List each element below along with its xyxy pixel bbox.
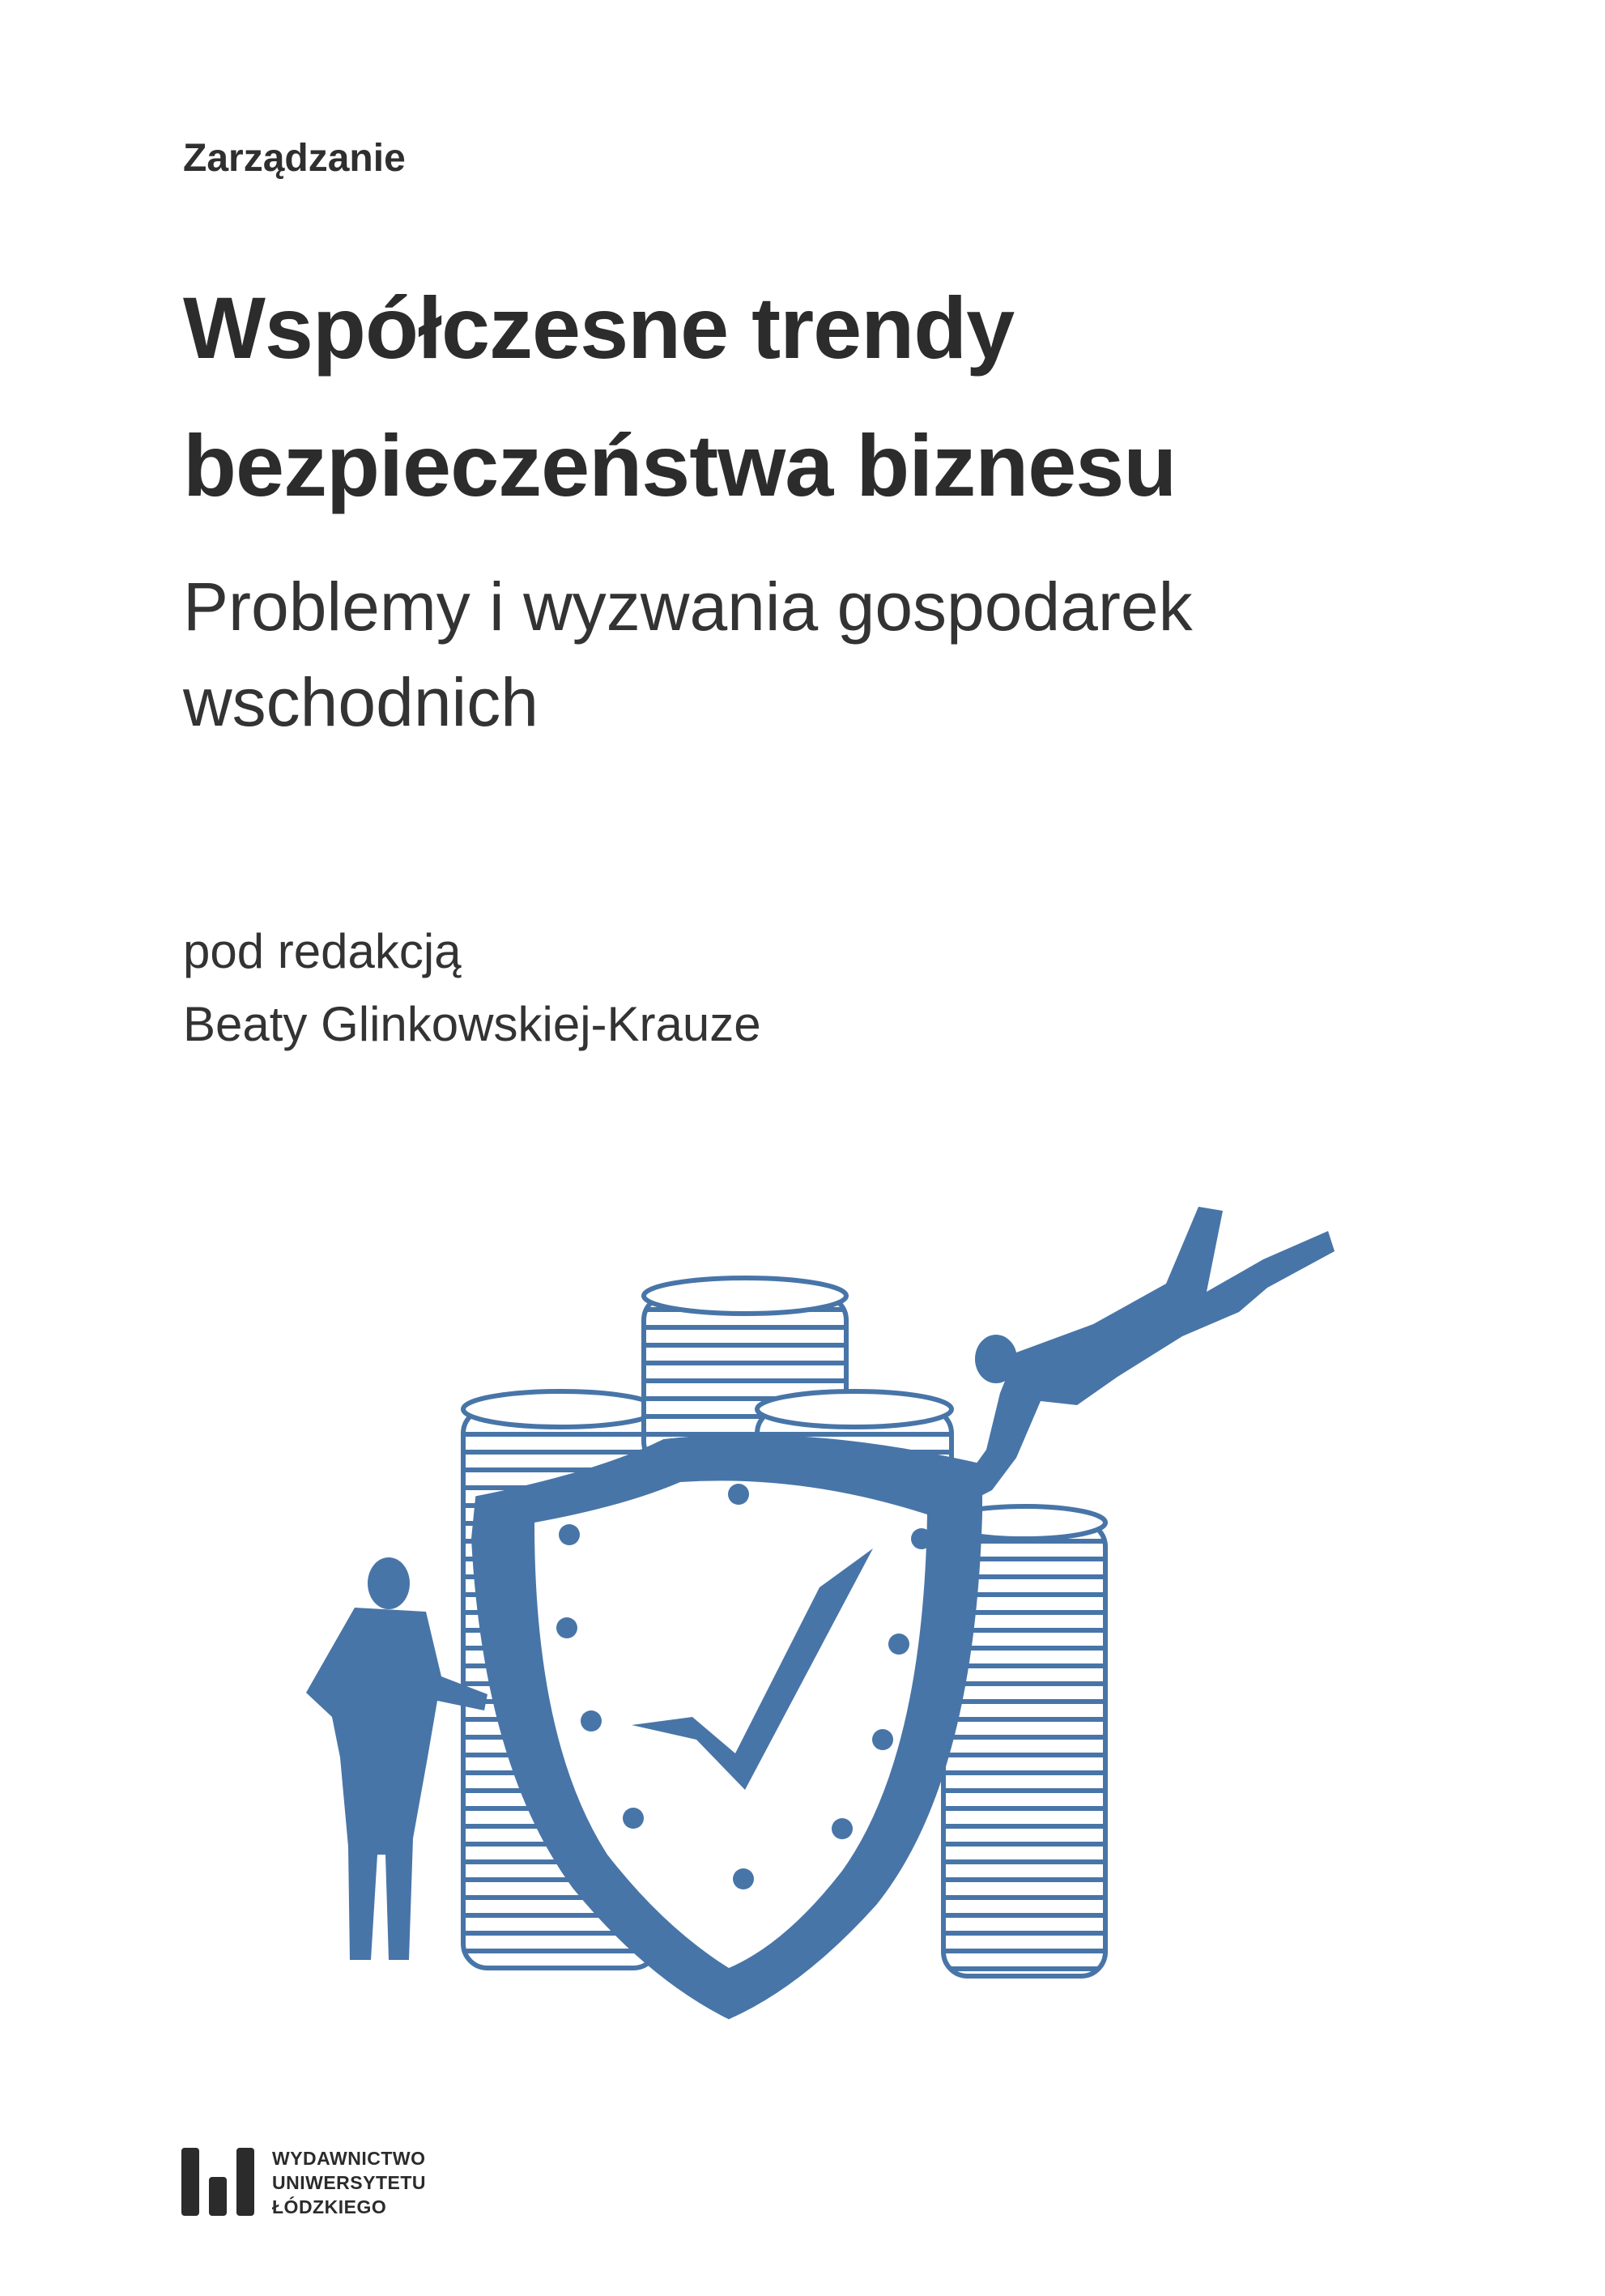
publisher-line-1: WYDAWNICTWO — [272, 2148, 426, 2169]
editor-label: pod redakcją — [183, 924, 462, 978]
publisher-line-2: UNIWERSYTETU — [272, 2172, 426, 2193]
publisher-name — [272, 2146, 426, 2219]
wul-logo-icon — [180, 2146, 258, 2216]
standing-man — [306, 1557, 487, 1960]
book-subtitle-line-1: Problemy i wyzwania gospodarek — [183, 569, 1193, 645]
series-label: Zarządzanie — [183, 137, 406, 180]
book-subtitle-line-2: wschodnich — [183, 664, 539, 740]
editor-name: Beaty Glinkowskiej-Krauze — [183, 997, 761, 1051]
book-title-line-1: Współczesne trendy — [183, 279, 1015, 377]
flying-man — [957, 1207, 1335, 1505]
book-title-line-2: bezpieczeństwa biznesu — [183, 416, 1177, 514]
publisher-line-3: ŁÓDZKIEGO — [272, 2196, 387, 2217]
